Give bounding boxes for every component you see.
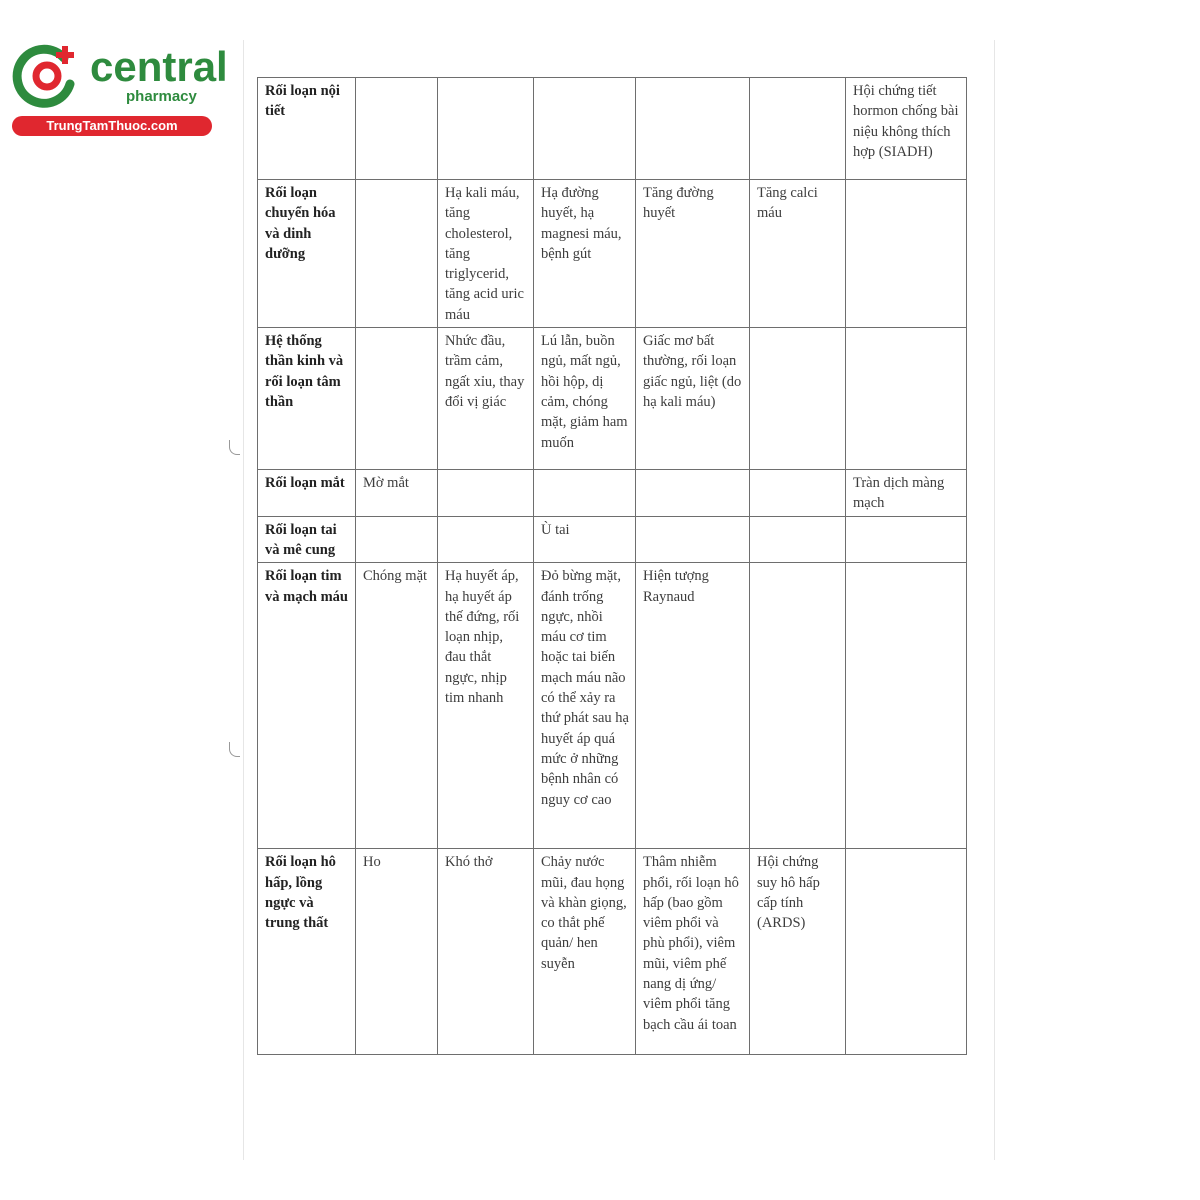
table-cell: [750, 563, 846, 849]
brand-name: central: [90, 43, 228, 90]
table-cell: [846, 563, 967, 849]
table-cell: Hội chứng tiết hormon chống bài niệu không thích hợp (SIADH): [846, 78, 967, 180]
table-cell: Thâm nhiễm phổi, rối loạn hô hấp (bao gồm viêm phổi và phù phổi), viêm mũi, viêm phế nang dị ứng/ viêm phổi tăng bạch cầu ái toan: [636, 849, 750, 1055]
row-header-cell: Rối loạn mắt: [258, 470, 356, 517]
row-header-cell: Rối loạn hô hấp, lồng ngực và trung thất: [258, 849, 356, 1055]
table-cell: [356, 328, 438, 470]
table-cell: [636, 470, 750, 517]
brand-tagline: pharmacy: [126, 88, 197, 105]
table-cell: Nhức đầu, trầm cảm, ngất xỉu, thay đổi vị giác: [438, 328, 534, 470]
table-cell: [438, 470, 534, 517]
table-row: [258, 470, 967, 517]
table-cell: Tăng calci máu: [750, 180, 846, 328]
row-header-cell: Rối loạn chuyển hóa và dinh dưỡng: [258, 180, 356, 328]
table-cell: Hạ kali máu, tăng cholesterol, tăng triglycerid, tăng acid uric máu: [438, 180, 534, 328]
scan-edge-right: [994, 40, 995, 1160]
table-row: [258, 849, 967, 1055]
table-cell: Khó thở: [438, 849, 534, 1055]
table-cell: [750, 470, 846, 517]
table-cell: Ho: [356, 849, 438, 1055]
table-cell: [534, 78, 636, 180]
table-cell: Hội chứng suy hô hấp cấp tính (ARDS): [750, 849, 846, 1055]
table-cell: Mờ mắt: [356, 470, 438, 517]
adverse-effects-table: [257, 77, 967, 1055]
table-cell: [636, 516, 750, 563]
table-row: [258, 563, 967, 849]
row-header-cell: Hệ thống thần kinh và rối loạn tâm thần: [258, 328, 356, 470]
table-cell: [750, 78, 846, 180]
table-cell: [438, 516, 534, 563]
table-cell: Lú lẫn, buồn ngủ, mất ngủ, hồi hộp, dị cảm, chóng mặt, giảm ham muốn: [534, 328, 636, 470]
table-cell: [356, 516, 438, 563]
table-cell: Hạ huyết áp, hạ huyết áp thế đứng, rối loạn nhịp, đau thắt ngực, nhịp tim nhanh: [438, 563, 534, 849]
pharmacy-cross-logo-icon: [12, 40, 82, 110]
table-cell: [356, 180, 438, 328]
row-header-cell: Rối loạn tim và mạch máu: [258, 563, 356, 849]
brand-logo[interactable]: [8, 36, 228, 136]
table-cell: Đỏ bừng mặt, đánh trống ngực, nhồi máu cơ tim hoặc tai biến mạch máu não có thể xảy ra thứ phát sau hạ huyết áp quá mức ở những bệnh nhân có nguy cơ cao: [534, 563, 636, 849]
table-cell: Ù tai: [534, 516, 636, 563]
row-header-cell: Rối loạn tai và mê cung: [258, 516, 356, 563]
table-cell: [750, 516, 846, 563]
table-cell: [438, 78, 534, 180]
table-cell: [846, 516, 967, 563]
table-cell: [846, 328, 967, 470]
table-cell: [846, 180, 967, 328]
punch-mark-lower: [229, 742, 240, 757]
table-cell: Hạ đường huyết, hạ magnesi máu, bệnh gút: [534, 180, 636, 328]
table-cell: Tràn dịch màng mạch: [846, 470, 967, 517]
table-cell: [846, 849, 967, 1055]
scan-edge-left: [243, 40, 244, 1160]
table-row: [258, 180, 967, 328]
table-cell: [750, 328, 846, 470]
table-cell: [356, 78, 438, 180]
table-cell: [534, 470, 636, 517]
table-cell: [636, 78, 750, 180]
table-cell: Chóng mặt: [356, 563, 438, 849]
table-row: [258, 328, 967, 470]
brand-url[interactable]: TrungTamThuoc.com: [12, 116, 212, 136]
table-cell: Hiện tượng Raynaud: [636, 563, 750, 849]
punch-mark-upper: [229, 440, 240, 455]
table-row: [258, 78, 967, 180]
table-cell: Tăng đường huyết: [636, 180, 750, 328]
table-row: [258, 516, 967, 563]
row-header-cell: Rối loạn nội tiết: [258, 78, 356, 180]
table-cell: Giấc mơ bất thường, rối loạn giấc ngủ, liệt (do hạ kali máu): [636, 328, 750, 470]
table-cell: Chảy nước mũi, đau họng và khàn giọng, co thắt phế quản/ hen suyễn: [534, 849, 636, 1055]
